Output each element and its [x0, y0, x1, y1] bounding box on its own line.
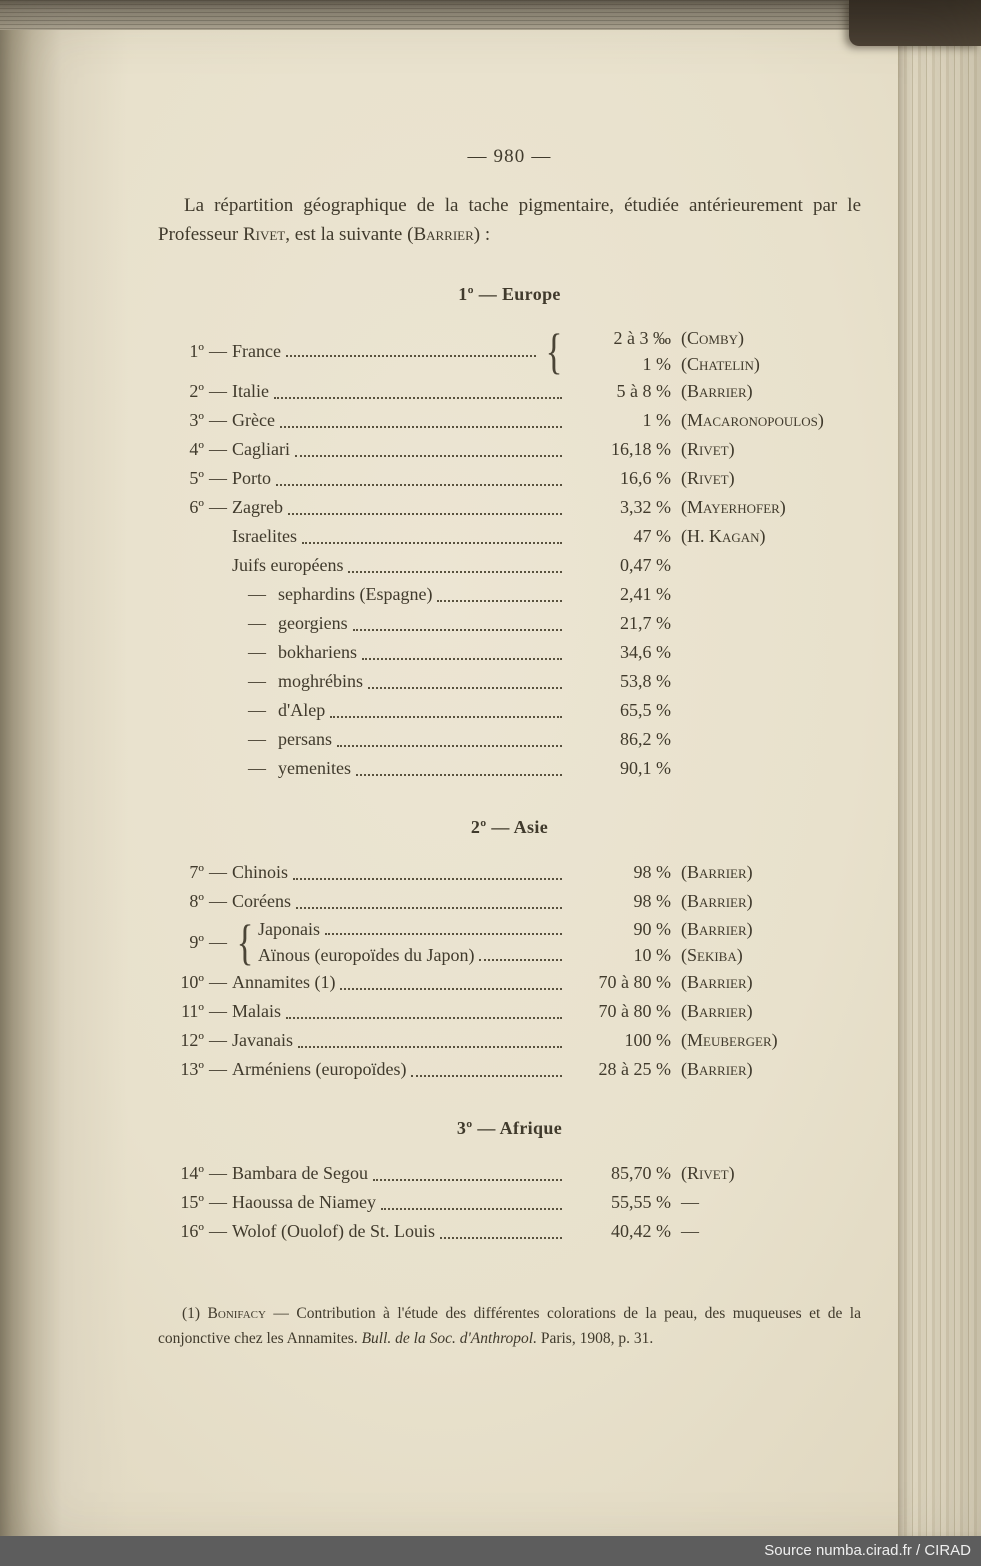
row-left: [158, 338, 541, 364]
dash-separator: —: [209, 971, 227, 992]
label-stack: [258, 916, 861, 968]
entry-value: 90 %: [633, 918, 671, 939]
entry-attribution: (Meuberger): [681, 1029, 778, 1050]
entry-value: 53,8 %: [620, 670, 671, 691]
entry-value: 70 à 80 %: [598, 1000, 671, 1021]
text-run: Barrier: [413, 223, 474, 245]
dotted-leader: [368, 687, 562, 689]
entry-label: Bambara de Segou: [232, 1162, 368, 1183]
text-run: Bonifacy: [207, 1304, 266, 1322]
entry-value: 98 %: [633, 861, 671, 882]
entry-attribution: (Barrier): [681, 861, 753, 882]
dotted-leader: [353, 629, 562, 631]
entry-attribution: (Sekiba): [681, 944, 743, 965]
dash-separator: —: [209, 1191, 227, 1212]
entry-value: 100 %: [624, 1029, 671, 1050]
dash-separator: —: [209, 340, 227, 361]
entry-number: 1º: [189, 340, 204, 361]
dotted-leader: [274, 397, 562, 399]
dotted-leader: [348, 571, 562, 573]
entry-number: 4º: [189, 438, 204, 459]
page-number: — 980 —: [467, 146, 552, 167]
value-stack: [567, 325, 861, 377]
table-row: [158, 1217, 861, 1246]
entry-attribution: —: [681, 1191, 699, 1212]
source-bar: [0, 1536, 981, 1566]
entry-attribution: (Barrier): [681, 380, 753, 401]
table-row: [158, 997, 861, 1026]
dash-separator: —: [209, 931, 227, 952]
section-title: 3º — Afrique: [456, 1117, 563, 1138]
dotted-leader: [296, 907, 562, 909]
entry-number: 13º: [180, 1058, 204, 1079]
table-row: [158, 858, 861, 887]
table-row: [158, 464, 861, 493]
left-brace: {: [545, 322, 563, 379]
entry-label: Javanais: [232, 1029, 293, 1050]
entry-label: moghrébins: [278, 670, 363, 691]
table-row: [158, 377, 861, 406]
entry-attribution: (Barrier): [681, 1058, 753, 1079]
table-row: [158, 887, 861, 916]
table-row: [158, 580, 861, 609]
entry-value: 40,42 %: [611, 1220, 671, 1241]
sub-dash: —: [248, 641, 266, 662]
section-title: 1º — Europe: [458, 283, 561, 304]
entry-label: d'Alep: [278, 699, 326, 720]
table-row: [158, 638, 861, 667]
entry-label: Italie: [232, 380, 269, 401]
table-row: [158, 1188, 861, 1217]
section-title: 2º — Asie: [470, 816, 549, 837]
dotted-leader: [298, 1046, 562, 1048]
entry-number: 10º: [180, 971, 204, 992]
table-row: [158, 551, 861, 580]
entry-attribution: (Mayerhofer): [681, 496, 786, 517]
entry-value: 28 à 25 %: [598, 1058, 671, 1079]
sub-dash: —: [248, 699, 266, 720]
text-run: Paris, 1908, p. 31.: [536, 1329, 654, 1347]
dotted-leader: [479, 959, 562, 961]
entry-label: Haoussa de Niamey: [232, 1191, 376, 1212]
entry-label: sephardins (Espagne): [278, 583, 433, 604]
entry-number: 3º: [189, 409, 204, 430]
book-cover-corner: [849, 0, 981, 46]
dotted-leader: [295, 455, 562, 457]
text-run: , est la suivante (: [285, 223, 414, 245]
entry-attribution: (Rivet): [681, 1162, 735, 1183]
table-row: [158, 968, 861, 997]
entry-value: 0,47 %: [620, 554, 671, 575]
entry-label: Juifs européens: [232, 554, 344, 575]
entry-attribution: (Comby): [681, 327, 745, 348]
dash-separator: —: [209, 467, 227, 488]
entry-label: Chinois: [232, 861, 289, 882]
entry-value: 16,6 %: [620, 467, 671, 488]
entry-value: 10 %: [633, 944, 671, 965]
entry-value: 86,2 %: [620, 728, 671, 749]
page-stack-right-edge: [898, 30, 981, 1536]
entry-attribution: (Barrier): [681, 1000, 753, 1021]
entry-line: [258, 916, 861, 942]
table-row: [158, 322, 861, 379]
entry-label: Annamites (1): [232, 971, 336, 992]
dotted-leader: [437, 600, 562, 602]
table-row: [158, 725, 861, 754]
entry-label: Arméniens (europoïdes): [232, 1058, 407, 1079]
text-run: Rivet: [242, 223, 286, 245]
table-row: [158, 493, 861, 522]
entry-value: 90,1 %: [620, 757, 671, 778]
entry-number: 6º: [189, 496, 204, 517]
entry-value: 70 à 80 %: [598, 971, 671, 992]
text-run: — Contribution à l'étude des différentes colorations de la peau, des muqueuses et de la conjonctive chez les Annamites.: [158, 1304, 861, 1347]
left-brace: {: [236, 913, 254, 970]
entry-value: 5 à 8 %: [616, 380, 671, 401]
entry-value: 98 %: [633, 890, 671, 911]
entry-label: Grèce: [232, 409, 275, 430]
intro-paragraph: [158, 192, 861, 250]
sub-dash: —: [248, 583, 266, 604]
text-run: (1): [182, 1304, 208, 1322]
entry-value: 2,41 %: [620, 583, 671, 604]
entry-label: Israelites: [232, 525, 297, 546]
dotted-leader: [302, 542, 562, 544]
dash-separator: —: [209, 861, 227, 882]
dash-separator: —: [209, 409, 227, 430]
sub-dash: —: [248, 670, 266, 691]
footnote: [158, 1302, 861, 1352]
sub-dash: —: [248, 728, 266, 749]
entry-number: 8º: [189, 890, 204, 911]
entry-label: Wolof (Ouolof) de St. Louis: [232, 1220, 436, 1241]
entry-label: France: [232, 340, 281, 361]
entry-value: 1 %: [642, 353, 671, 374]
table-row: [158, 1159, 861, 1188]
dotted-leader: [280, 426, 562, 428]
entry-label: Japonais: [258, 918, 320, 939]
entry-number: 11º: [181, 1000, 204, 1021]
entry-value: 3,32 %: [620, 496, 671, 517]
dotted-leader: [288, 513, 562, 515]
entry-label: persans: [278, 728, 332, 749]
entry-label: georgiens: [278, 612, 348, 633]
entry-attribution: (Rivet): [681, 438, 735, 459]
table-row: [158, 696, 861, 725]
dash-separator: —: [209, 1058, 227, 1079]
entry-attribution: (Barrier): [681, 971, 753, 992]
dotted-leader: [330, 716, 562, 718]
table-row: [158, 435, 861, 464]
sub-dash: —: [248, 612, 266, 633]
entry-value: 34,6 %: [620, 641, 671, 662]
dotted-leader: [440, 1237, 562, 1239]
entry-number: 14º: [180, 1162, 204, 1183]
sub-dash: —: [248, 757, 266, 778]
table-row: [158, 1026, 861, 1055]
entry-value: 21,7 %: [620, 612, 671, 633]
dotted-leader: [362, 658, 562, 660]
table-row: [158, 913, 861, 970]
section-1: [158, 284, 861, 783]
sections: [158, 284, 861, 1246]
entry-attribution: (Barrier): [681, 918, 753, 939]
entry-number: 2º: [189, 380, 204, 401]
table-row: [158, 406, 861, 435]
entry-label: Aïnous (europoïdes du Japon): [258, 944, 475, 965]
dotted-leader: [381, 1208, 562, 1210]
value-line: [567, 351, 861, 377]
dotted-leader: [340, 988, 562, 990]
dotted-leader: [411, 1075, 562, 1077]
book-binding-edge: [0, 0, 981, 30]
value-line: [567, 325, 861, 351]
table-row: [158, 609, 861, 638]
entry-number: 5º: [189, 467, 204, 488]
table-row: [158, 667, 861, 696]
dash-separator: —: [209, 496, 227, 517]
entry-value: 55,55 %: [611, 1191, 671, 1212]
dotted-leader: [337, 745, 562, 747]
text-run: ) :: [473, 223, 491, 245]
entry-value: 2 à 3 ‰: [613, 327, 671, 348]
entry-number: 7º: [189, 861, 204, 882]
dotted-leader: [356, 774, 562, 776]
entry-attribution: (Macaronopoulos): [681, 409, 824, 430]
entry-number: 12º: [180, 1029, 204, 1050]
entry-number: 15º: [180, 1191, 204, 1212]
text-run: La répartition géographique de la tache pigmentaire, étudiée antérieurement par le Professeur: [158, 195, 861, 245]
dotted-leader: [286, 1017, 562, 1019]
entry-attribution: —: [681, 1220, 699, 1241]
dash-separator: —: [209, 890, 227, 911]
table-row: [158, 522, 861, 551]
entry-line: [258, 942, 861, 968]
dash-separator: —: [209, 1029, 227, 1050]
entry-value: 16,18 %: [611, 438, 671, 459]
dash-separator: —: [209, 380, 227, 401]
entry-number: 16º: [180, 1220, 204, 1241]
dash-separator: —: [209, 1162, 227, 1183]
entry-attribution: (H. Kagan): [681, 525, 766, 546]
dash-separator: —: [209, 1220, 227, 1241]
page: [158, 146, 861, 1351]
page-gutter-left-edge: [0, 30, 130, 1536]
table-row: [158, 754, 861, 783]
entry-attribution: (Barrier): [681, 890, 753, 911]
entry-label: yemenites: [278, 757, 351, 778]
dotted-leader: [276, 484, 562, 486]
source-credit: Source numba.cirad.fr / CIRAD: [764, 1542, 971, 1559]
entry-number: 9º: [189, 931, 204, 952]
dotted-leader: [293, 878, 562, 880]
entry-label: Cagliari: [232, 438, 290, 459]
entry-value: 65,5 %: [620, 699, 671, 720]
dash-separator: —: [209, 1000, 227, 1021]
entry-attribution: (Rivet): [681, 467, 735, 488]
entry-label: Coréens: [232, 890, 291, 911]
text-run: Bull. de la Soc. d'Anthropol.: [361, 1329, 537, 1347]
dotted-leader: [286, 355, 536, 357]
entry-label: Zagreb: [232, 496, 283, 517]
entry-attribution: (Chatelin): [681, 353, 760, 374]
dotted-leader: [325, 933, 562, 935]
entry-value: 85,70 %: [611, 1162, 671, 1183]
entry-label: Porto: [232, 467, 272, 488]
entry-label: bokhariens: [278, 641, 357, 662]
entry-label: Malais: [232, 1000, 281, 1021]
section-2: [158, 817, 861, 1084]
table-row: [158, 1055, 861, 1084]
entry-value: 47 %: [633, 525, 671, 546]
entry-value: 1 %: [642, 409, 671, 430]
dash-separator: —: [209, 438, 227, 459]
section-3: [158, 1118, 861, 1246]
dotted-leader: [373, 1179, 562, 1181]
